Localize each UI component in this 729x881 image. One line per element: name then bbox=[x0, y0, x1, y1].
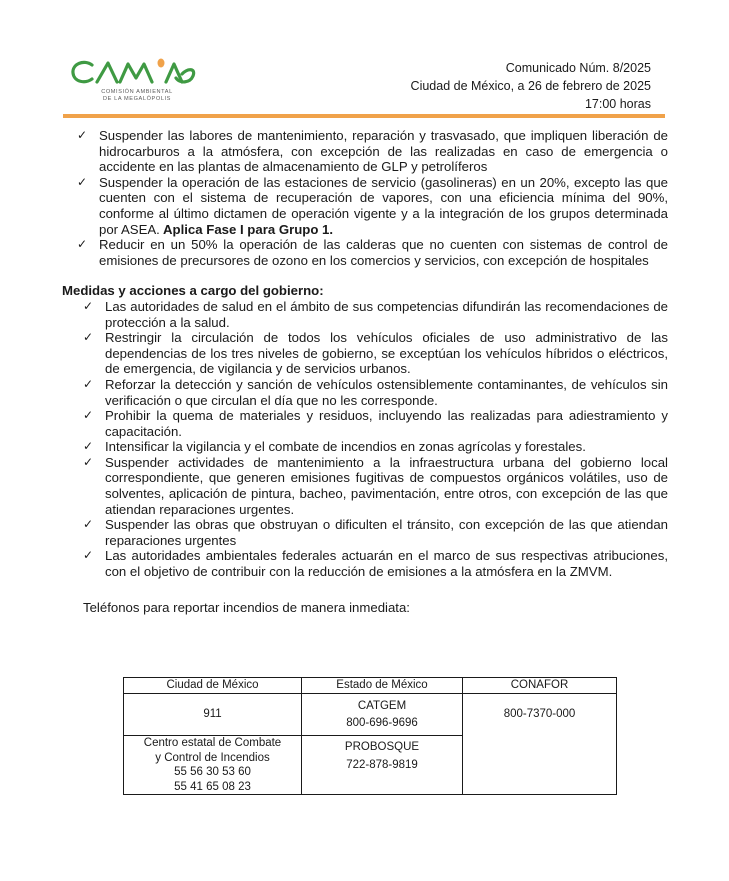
emergency-phones-table bbox=[123, 677, 617, 795]
conafor-phone: 800-7370-000 bbox=[463, 694, 617, 795]
document-body bbox=[62, 128, 668, 615]
list-item-text: Restringir la circulación de todos los vehículos oficiales de uso administrativo de las dependencias de los tres niveles de gobierno, se exceptúan los vehículos híbridos o eléctricos, de emergencia, de vigilancia y de servicios urbanos. bbox=[105, 330, 668, 377]
probosque-cell bbox=[302, 736, 463, 795]
cdmx-emergency-cell: 911 bbox=[124, 694, 302, 736]
fire-center-phone: 55 41 65 08 23 bbox=[174, 780, 251, 793]
list-item-text: Reforzar la detección y sanción de vehículos ostensiblemente contaminantes, de vehículos sin verificación o que circulan el día que no les corresponde. bbox=[105, 376, 668, 408]
logo-subtitle-line-1: COMISIÓN AMBIENTAL bbox=[101, 89, 173, 95]
check-icon: ✓ bbox=[77, 174, 88, 189]
list-item bbox=[62, 455, 668, 517]
list-item bbox=[62, 237, 668, 268]
check-icon: ✓ bbox=[83, 376, 94, 391]
government-measures-list bbox=[62, 299, 668, 580]
header-divider bbox=[63, 114, 665, 118]
check-icon: ✓ bbox=[83, 408, 94, 423]
column-header-edomex: Estado de México bbox=[302, 678, 463, 694]
fire-center-line: Centro estatal de Combate bbox=[143, 737, 282, 749]
list-item-text: Suspender actividades de mantenimiento a la infraestructura urbana del gobierno local correspondiente, que generen emisiones fugitivas de compuestos orgánicos volátiles, uso de solventes, aplicación de pintura, bacheo, pavimentación, entre otros, con excepción de las que atiendan reparaciones urgentes. bbox=[105, 454, 668, 517]
check-icon: ✓ bbox=[83, 330, 94, 345]
list-item bbox=[62, 517, 668, 548]
bulletin-header bbox=[411, 59, 651, 113]
column-header-conafor: CONAFOR bbox=[463, 678, 617, 694]
fire-center-line: y Control de Incendios bbox=[155, 751, 270, 764]
probosque-name: PROBOSQUE bbox=[344, 741, 420, 753]
phones-intro: Teléfonos para reportar incendios de manera inmediata: bbox=[83, 599, 410, 615]
list-item bbox=[62, 377, 668, 408]
logo-subtitle-line-2: DE LA MEGALÓPOLIS bbox=[102, 96, 172, 102]
list-item-text: Suspender las labores de mantenimiento, reparación y trasvasado, que impliquen liberación de hidrocarburos a la atmósfera, con excepción de las realizadas en caso de emergencia o accidente en las plantas de almacenamiento de GLP y petrolíferos bbox=[99, 128, 668, 175]
bulletin-number: Comunicado Núm. 8/2025 bbox=[505, 61, 651, 75]
list-item-text: Suspender la operación de las estaciones de servicio (gasolineras) en un 20%, excepto las que cuenten con el sistema de recuperación de vapores, con una eficiencia mínima del 90%, conforme al último dictamen de operación vigente y a la integración de los grupos determinada por ASEA. bbox=[99, 174, 668, 237]
logo-subtitle bbox=[92, 89, 182, 103]
list-item bbox=[62, 439, 668, 455]
industry-measures-list bbox=[62, 128, 668, 268]
check-icon: ✓ bbox=[83, 454, 94, 469]
came-logo bbox=[70, 56, 200, 108]
table-row bbox=[124, 694, 617, 736]
list-item bbox=[62, 548, 668, 579]
check-icon: ✓ bbox=[83, 548, 94, 563]
cdmx-fire-center-cell bbox=[124, 736, 302, 795]
list-item-text: Reducir en un 50% la operación de las calderas que no cuenten con sistemas de control de emisiones de precursores de ozono en los comercios y servicios, con excepción de hospitales bbox=[99, 237, 668, 268]
list-item-text: Prohibir la quema de materiales y residuos, incluyendo las realizadas para adiestramiento y capacitación. bbox=[105, 408, 668, 439]
government-section-title: Medidas y acciones a cargo del gobierno: bbox=[62, 283, 324, 299]
list-item bbox=[62, 408, 668, 439]
column-header-cdmx: Ciudad de México bbox=[124, 678, 302, 694]
list-item-text: Las autoridades de salud en el ámbito de sus competencias difundirán las recomendaciones de protección a la salud. bbox=[105, 298, 668, 330]
probosque-phone: 722-878-9819 bbox=[346, 758, 418, 771]
bulletin-time: 17:00 horas bbox=[584, 97, 651, 111]
fire-center-phone: 55 56 30 53 60 bbox=[174, 766, 251, 778]
catgem-cell bbox=[302, 694, 463, 736]
phase-note: Aplica Fase I para Grupo 1. bbox=[159, 221, 334, 237]
list-item-text: Suspender las obras que obstruyan o dificulten el tránsito, con excepción de las que atiendan reparaciones urgentes bbox=[105, 517, 668, 548]
check-icon: ✓ bbox=[83, 439, 94, 454]
catgem-name: CATGEM bbox=[357, 699, 407, 712]
check-icon: ✓ bbox=[83, 517, 94, 532]
table-header-row bbox=[124, 678, 617, 694]
list-item bbox=[62, 299, 668, 330]
catgem-phone: 800-696-9696 bbox=[346, 717, 418, 729]
check-icon: ✓ bbox=[77, 237, 88, 252]
list-item bbox=[62, 128, 668, 175]
came-logo-mark bbox=[70, 56, 200, 88]
check-icon: ✓ bbox=[83, 298, 94, 313]
check-icon: ✓ bbox=[77, 128, 88, 142]
list-item bbox=[62, 330, 668, 377]
list-item-text: Las autoridades ambientales federales actuarán en el marco de sus respectivas atribuciones, con el objetivo de contribuir con la reducción de emisiones a la atmósfera en la ZMVM. bbox=[105, 548, 668, 580]
list-item bbox=[62, 175, 668, 237]
bulletin-date: Ciudad de México, a 26 de febrero de 2025 bbox=[410, 79, 651, 93]
list-item-text: Intensificar la vigilancia y el combate de incendios en zonas agrícolas y forestales. bbox=[105, 439, 586, 455]
